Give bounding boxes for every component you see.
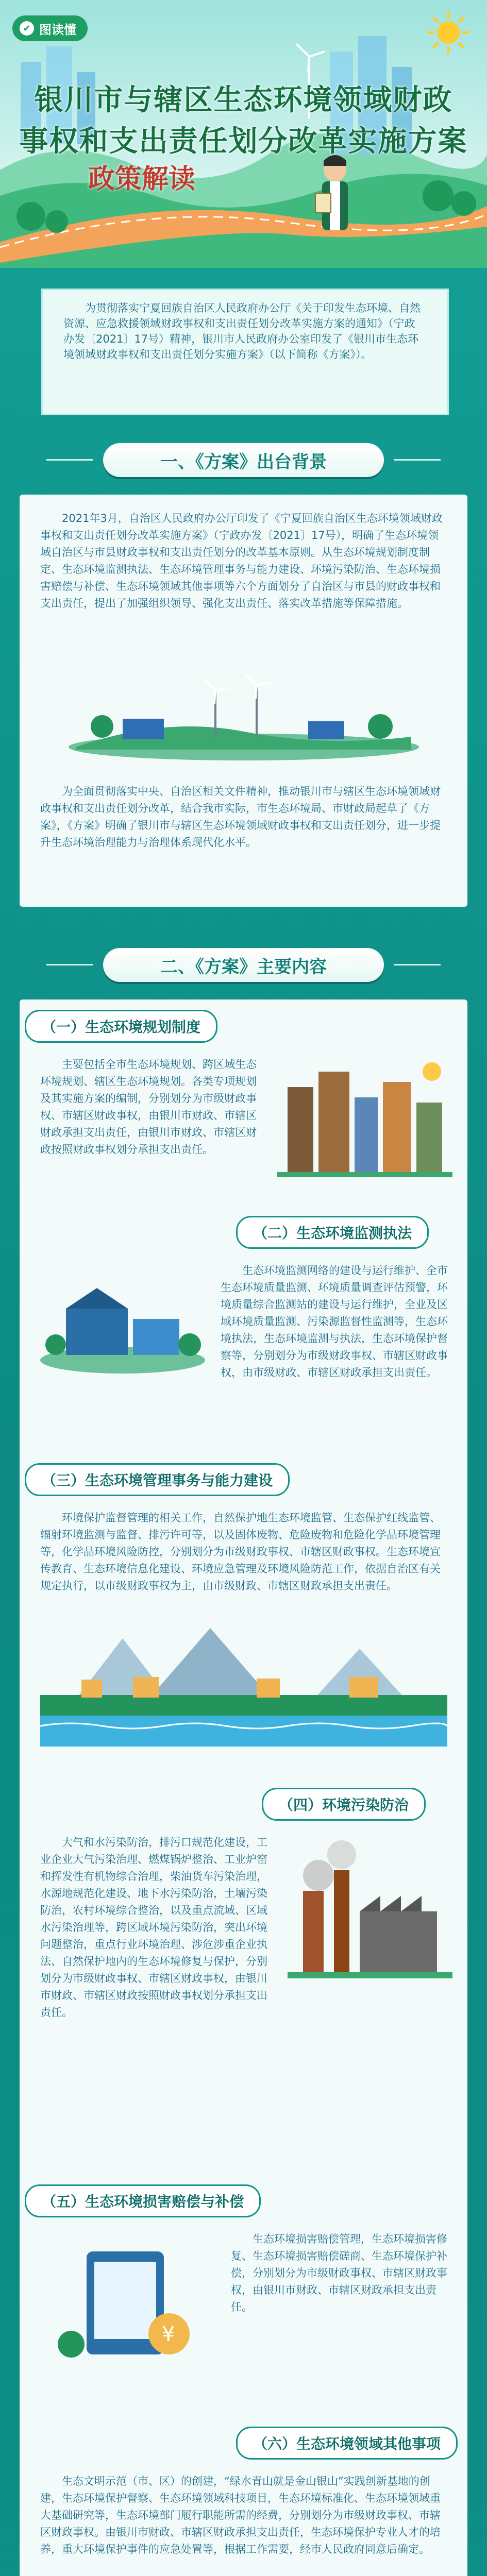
item4-title: （四）环境污染防治 xyxy=(262,1788,426,1821)
hero-banner xyxy=(0,0,487,268)
wind-farm-illustration xyxy=(61,670,427,762)
section2-title: 二、《方案》主要内容 xyxy=(103,948,384,982)
item5-title: （五）生态环境损害赔偿与补偿 xyxy=(25,2184,261,2217)
item6-title: （六）生态环境领域其他事项 xyxy=(236,2427,458,2460)
monitoring-station-illustration xyxy=(35,1262,210,1381)
intro-box xyxy=(41,289,449,415)
section1-title: 一、《方案》出台背景 xyxy=(103,443,384,477)
item4-text: 大气和水污染防治，排污口规范化建设，工业企业大气污染治理、燃煤锅炉整治、工业炉窑和挥发性有机物综合治理，柴油货车污染治理，水源地规范化建设、地下水污染防治，土壤污染防治，农村环境综合整治，以及重点流域、区域水污染治理等，跨区域环境污染防治，突出环境问题整治，重点行业环境治理、涉危涉重企业执法、自然保护地内的生态环境修复与保护，分别划分为市级财政事权、市辖区财政事权，由银川市财政、市辖区财政按照财政事权划分承担支出责任。 xyxy=(40,1836,267,2019)
item2-title: （二）生态环境监测执法 xyxy=(236,1216,429,1249)
sun-icon xyxy=(425,9,472,56)
section1-paragraph2: 为全面贯彻落实中央、自治区相关文件精神，推动银川市与辖区生态环境领域财政事权和支出责任划分改革，结合我市实际，市生态环境局、市财政局起草了《方案》，《方案》明确了银川市与辖区生态环境领域财政事权和支出责任划分，进一步提升生态环境治理能力与治理体系现代化水平。 xyxy=(40,785,441,849)
hero-subtitle: 政策解读 xyxy=(88,163,195,195)
item3-text: 环境保护监督管理的相关工作，自然保护地生态环境监管、生态保护红线监管、辐射环境监测与监督、排污许可等，以及固体废物、危险废物和危险化学品环境管理等，化学品环境风险防控，分别划分为市级财政事权、市辖区财政事权。生态环境宣传教育、生态环境信息化建设、环境应急管理及环境风险防范工作，依据自治区有关规定执行，以市级财政事权为主，由市级财政、市辖区财政承担支出责任。 xyxy=(40,1512,441,1592)
hero-tag-label: 图读懂 xyxy=(39,22,76,37)
lake-town-illustration xyxy=(40,1618,447,1752)
item1-title: （一）生态环境规划制度 xyxy=(25,1010,217,1043)
compensation-illustration xyxy=(40,2231,221,2375)
item3-title: （三）生态环境管理事务与能力建设 xyxy=(25,1463,290,1496)
item6-text: 生态文明示范（市、区）的创建，“绿水青山就是金山银山”实践创新基地的创建，生态环境保护督察、生态环境领域科技项目，生态环境标准化、生态环境领域重大基础研究等，生态环境部门履行职能所需的经费，分别划分为市级财政事权、市辖区财政事权。由银川市财政、市辖区财政承担支出责任，生态环境保护专业人才的培养，重大环境保护事件的应急处置等，根据工作需要，经市人民政府同意后确定。 xyxy=(40,2475,441,2555)
city-illustration xyxy=(277,1056,452,1190)
section1-paragraph1: 2021年3月，自治区人民政府办公厅印发了《宁夏回族自治区生态环境领域财政事权和支出责任划分改革实施方案》（宁政办发〔2021〕17号），明确了生态环境领域自治区与市县财政事权和支出责任划分的改革基本原则。从生态环境规划制度制定、生态环境监测执法、生态环境管理事务与能力建设、环境污染防治、生态环境损害赔偿与补偿、生态环境领域其他事项等六个方面划分了自治区与市县的财政事权和支出责任，提出了加强组织领导、强化支出责任、落实改革措施等保障措施。 xyxy=(40,512,443,609)
section1-card xyxy=(20,495,467,907)
svg-text:¥: ¥ xyxy=(162,2323,175,2346)
intro-text: 为贯彻落实宁夏回族自治区人民政府办公厅《关于印发生态环境、自然资源、应急救援领域财政事权和支出责任划分改革实施方案的通知》（宁政办发〔2021〕17号）精神，银川市人民政府办公室印发了《银川市生态环境领域财政事权和支出责任划分实施方案》（以下简称《方案》）。 xyxy=(63,302,421,361)
check-icon: ✔ xyxy=(20,21,34,36)
section2-card xyxy=(20,999,467,2576)
item1-text: 主要包括全市生态环境规划、跨区域生态环境规划、辖区生态环境规划。各类专项规划及其实施方案的编制，分别划分为市级财政事权、市辖区财政事权，由银川市财政、市辖区财政承担支出责任，由银川市财政、市辖区财政按照财政事权划分承担支出责任。 xyxy=(40,1058,257,1156)
factory-illustration xyxy=(288,1834,452,1989)
hero-title-line2: 事权和支出责任划分改革实施方案 xyxy=(19,124,468,158)
item2-text: 生态环境监测网络的建设与运行维护、全市生态环境质量监测、环境质量调查评估预警，环境质量综合监测站的建设与运行维护，全业及区域环境质量监测、污染源监督性监测等，生态环境执法，生态环境监测与执法，生态环境保护督察等，分别划分为市级财政事权、市辖区财政事权，由市级财政、市辖区财政承担支出责任。 xyxy=(221,1264,448,1379)
item5-text: 生态环境损害赔偿管理，生态环境损害修复、生态环境损害赔偿磋商、生态环境保护补偿，分别划分为市级财政事权、市辖区财政事权，由银川市财政、市辖区财政承担支出责任。 xyxy=(231,2233,447,2313)
hero-title-line1: 银川市与辖区生态环境领域财政 xyxy=(34,83,453,117)
hero-tag xyxy=(12,15,88,41)
